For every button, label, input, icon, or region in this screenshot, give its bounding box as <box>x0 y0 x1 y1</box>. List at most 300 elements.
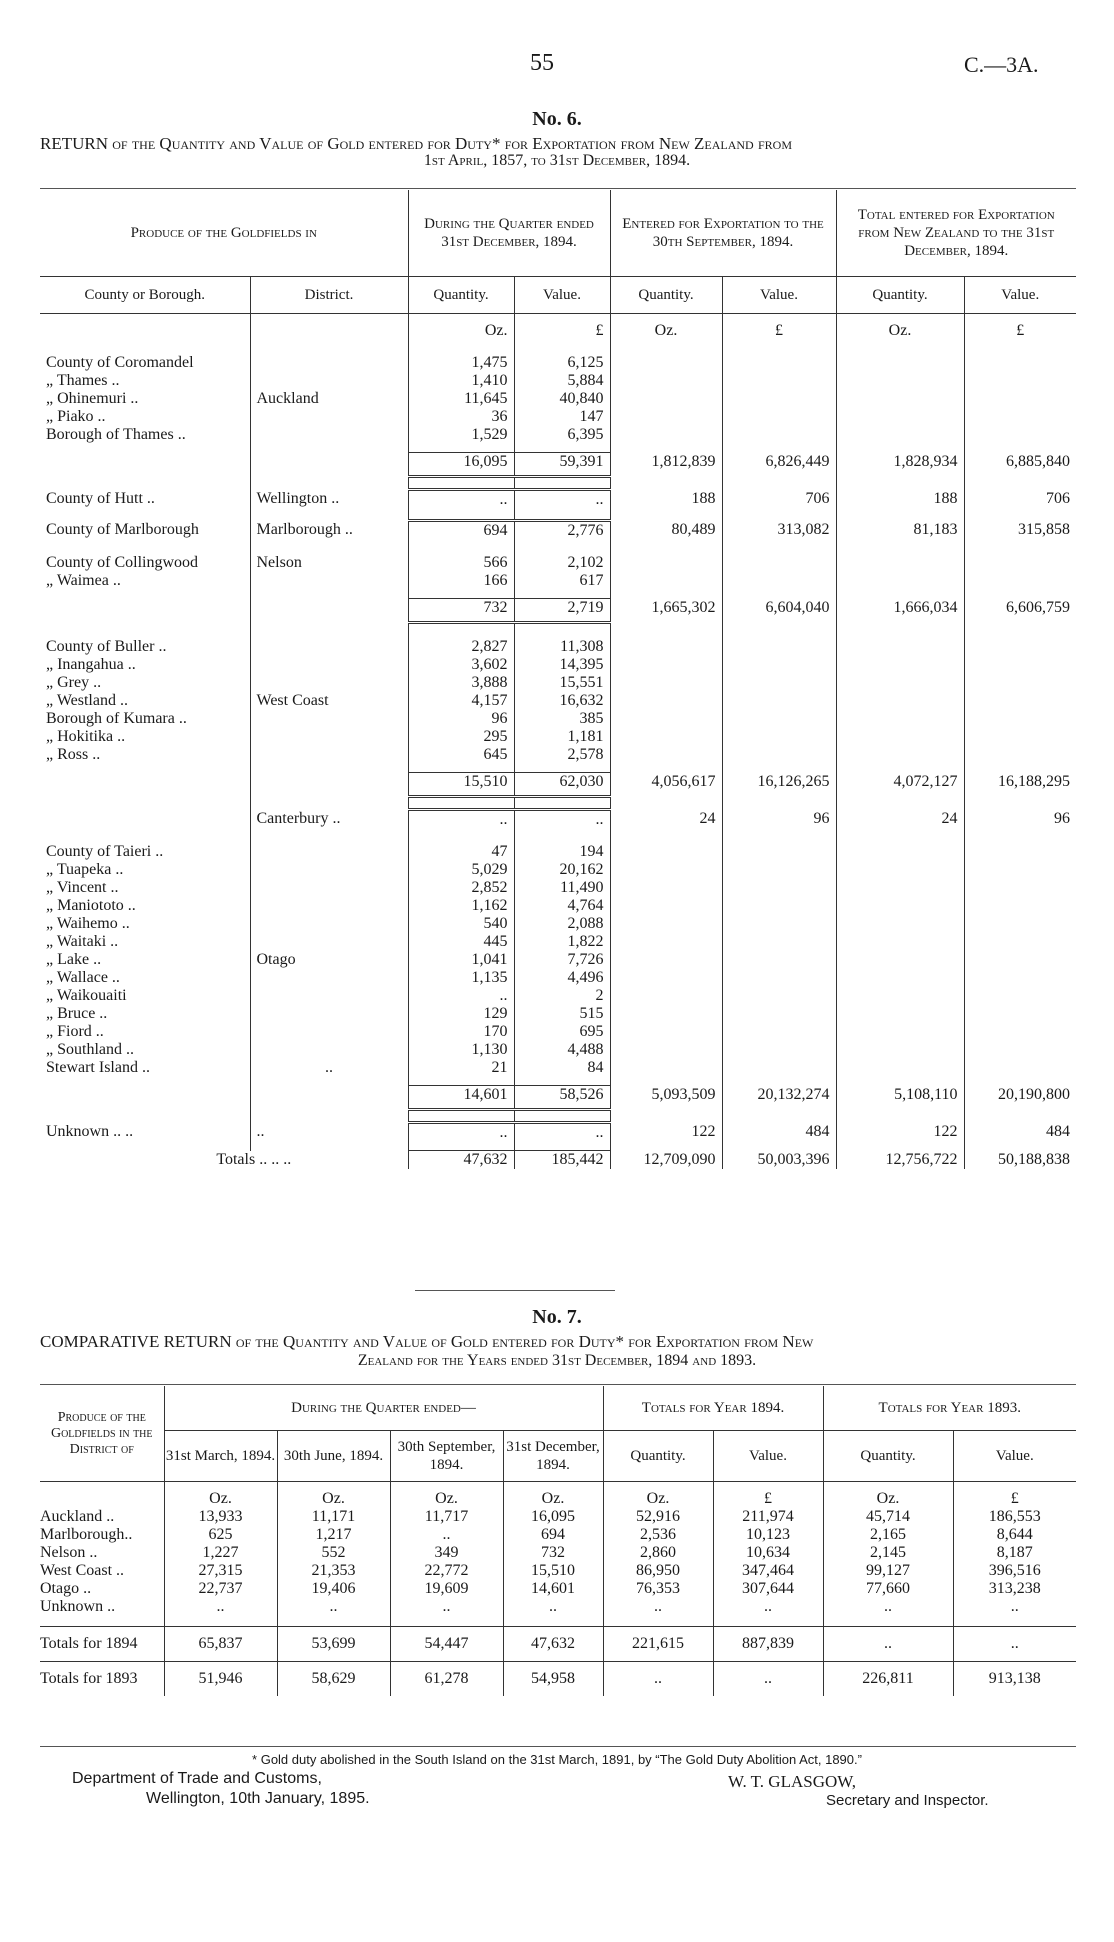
spacer-cell <box>610 1142 722 1151</box>
spacer-cell <box>408 590 514 599</box>
value-cell: 695 <box>514 1023 610 1041</box>
empty-cell <box>836 674 964 692</box>
empty-cell <box>610 554 722 572</box>
quantity-cell: .. <box>408 987 514 1005</box>
unit-label: Oz. <box>836 322 964 340</box>
unit-label: Oz. <box>610 322 722 340</box>
quantity-cell: 566 <box>408 554 514 572</box>
place-date-line: Wellington, 10th January, 1895. <box>146 1790 370 1807</box>
empty-cell <box>836 372 964 390</box>
signatory-title: Secretary and Inspector. <box>826 1792 989 1809</box>
quantity-cell: 5,029 <box>408 861 514 879</box>
value-cell: 99,127 <box>823 1562 953 1580</box>
t7-header-1893: Totals for Year 1893. <box>878 1400 1021 1416</box>
subtotal-cell: 14,601 <box>408 1086 514 1110</box>
value-cell: 16,632 <box>514 692 610 710</box>
total-cell: 47,632 <box>408 1151 514 1170</box>
t7-col-value-1893: Value. <box>995 1448 1034 1464</box>
subtotal-cell: 5,093,509 <box>610 1086 722 1110</box>
county-row <box>40 728 1076 746</box>
empty-cell <box>964 354 1076 372</box>
subtotal-cell: 59,391 <box>514 453 610 477</box>
county-name: County of Buller .. <box>40 638 250 656</box>
spacer-cell <box>250 444 408 453</box>
spacer-cell <box>250 1077 408 1086</box>
county-row <box>40 354 1076 372</box>
value-cell: 313,082 <box>722 521 836 541</box>
spacer-cell <box>514 1110 610 1123</box>
county-name: County of Marlborough <box>40 521 250 541</box>
empty-cell <box>722 1059 836 1077</box>
quantity-cell: 170 <box>408 1023 514 1041</box>
spacer-cell <box>40 477 250 490</box>
empty-cell <box>610 951 722 969</box>
spacer-cell <box>964 764 1076 773</box>
subtotal-cell: 6,826,449 <box>722 453 836 477</box>
spacer-cell <box>503 1616 603 1627</box>
district-blank <box>250 843 408 861</box>
county-name: „ Piako .. <box>40 408 250 426</box>
empty-cell <box>722 879 836 897</box>
empty-cell <box>610 426 722 444</box>
county-name: „ Waitaki .. <box>40 933 250 951</box>
spacer-cell <box>408 1110 514 1123</box>
empty-cell <box>610 861 722 879</box>
spacer-cell <box>836 797 964 810</box>
county-name <box>40 810 250 830</box>
spacer-cell <box>823 1616 953 1627</box>
table7 <box>40 1386 1076 1696</box>
empty-cell <box>722 1005 836 1023</box>
county-row <box>40 879 1076 897</box>
value-cell: .. <box>514 810 610 830</box>
county-row <box>40 692 1076 710</box>
value-cell: 732 <box>503 1544 603 1562</box>
empty-cell <box>836 843 964 861</box>
value-cell: 14,395 <box>514 656 610 674</box>
quantity-cell: 1,529 <box>408 426 514 444</box>
spacer-cell <box>40 314 250 323</box>
value-cell: 211,974 <box>713 1508 823 1526</box>
empty-cell <box>610 1041 722 1059</box>
empty-cell <box>836 572 964 590</box>
value-cell: 194 <box>514 843 610 861</box>
table6-top-rule <box>40 188 1076 189</box>
empty-cell <box>964 951 1076 969</box>
blank <box>40 453 250 477</box>
spacer-cell <box>610 444 722 453</box>
district-name: Otago <box>250 951 408 969</box>
district-row <box>40 490 1076 510</box>
empty-cell <box>610 879 722 897</box>
county-row <box>40 656 1076 674</box>
blank <box>250 1086 408 1110</box>
spacer-cell <box>610 764 722 773</box>
county-name: „ Tuapeka .. <box>40 861 250 879</box>
county-name: „ Bruce .. <box>40 1005 250 1023</box>
value-cell: .. <box>408 1123 514 1143</box>
blank <box>250 599 408 623</box>
county-name: „ Vincent .. <box>40 879 250 897</box>
spacer-cell <box>40 540 250 554</box>
district-row <box>40 1562 1076 1580</box>
empty-cell <box>964 692 1076 710</box>
district-name: Nelson <box>250 554 408 572</box>
value-cell: 347,464 <box>713 1562 823 1580</box>
empty-cell <box>610 915 722 933</box>
empty-cell <box>964 897 1076 915</box>
county-row <box>40 746 1076 764</box>
table6-subtitle-line1: RETURN of the Quantity and Value of Gold entered for Duty* for Exportation from New Zealand from <box>40 134 792 153</box>
signatory-name: W. T. GLASGOW, <box>728 1772 856 1791</box>
unit-label: Oz. <box>390 1490 503 1508</box>
county-name: „ Waihemo .. <box>40 915 250 933</box>
district-name: Unknown .. <box>40 1598 164 1616</box>
empty-cell <box>964 933 1076 951</box>
empty-cell <box>722 674 836 692</box>
spacer-cell <box>408 314 514 323</box>
quantity-cell: 645 <box>408 746 514 764</box>
spacer-cell <box>514 829 610 843</box>
subtotal-cell: 4,072,127 <box>836 773 964 797</box>
county-name: County of Coromandel <box>40 354 250 372</box>
spacer-cell <box>250 509 408 521</box>
spacer-cell <box>250 764 408 773</box>
spacer-cell <box>514 477 610 490</box>
county-name: „ Southland .. <box>40 1041 250 1059</box>
subtotal-cell: 732 <box>408 599 514 623</box>
value-cell: 706 <box>1046 489 1070 507</box>
spacer-cell <box>836 314 964 323</box>
empty-cell <box>964 969 1076 987</box>
value-cell: .. <box>603 1598 713 1616</box>
value-cell: 13,933 <box>164 1508 277 1526</box>
value-cell: 77,660 <box>823 1580 953 1598</box>
spacer-cell <box>390 1482 503 1491</box>
district-row <box>40 1123 1076 1143</box>
subtotal-cell: 20,132,274 <box>722 1086 836 1110</box>
empty-cell <box>722 692 836 710</box>
subtotal-cell: 2,719 <box>514 599 610 623</box>
subtotal-cell: 58,526 <box>514 1086 610 1110</box>
spacer-cell <box>964 829 1076 843</box>
county-row <box>40 372 1076 390</box>
spacer-cell <box>610 590 722 599</box>
district-blank <box>250 426 408 444</box>
totals-label: Totals for 1894 <box>40 1627 164 1662</box>
empty-cell <box>836 861 964 879</box>
subtotal-cell: 16,188,295 <box>998 772 1070 790</box>
empty-cell <box>610 692 722 710</box>
spacer-cell <box>722 623 836 639</box>
totals-1893-row <box>40 1662 1076 1697</box>
spacer-cell <box>722 829 836 843</box>
spacer-row <box>40 1110 1076 1123</box>
empty-cell <box>722 933 836 951</box>
table7-group-header-row <box>40 1386 1076 1431</box>
district-blank <box>250 728 408 746</box>
value-cell: 15,551 <box>514 674 610 692</box>
empty-cell <box>964 674 1076 692</box>
spacer-cell <box>722 764 836 773</box>
empty-cell <box>610 354 722 372</box>
group-header-entered: Entered for Exportation to the 30th September, 1894. <box>610 190 836 277</box>
spacer-cell <box>514 444 610 453</box>
quantity-cell: 1,475 <box>408 354 514 372</box>
spacer-cell <box>408 764 514 773</box>
empty-cell <box>836 554 964 572</box>
value-cell: 1,227 <box>164 1544 277 1562</box>
county-name: „ Waimea .. <box>40 572 250 590</box>
table6-column-header-row <box>40 277 1076 314</box>
subtotal-cell: 16,095 <box>408 453 514 477</box>
spacer-cell <box>408 1142 514 1151</box>
spacer-cell <box>836 477 964 490</box>
value-cell: .. <box>277 1598 390 1616</box>
spacer-cell <box>836 623 964 639</box>
group-header-total: Total entered for Exportation from New Zealand to the 31st December, 1894. <box>857 207 1055 259</box>
subtotal-row <box>40 773 1076 797</box>
spacer-cell <box>40 764 250 773</box>
total-cell: 226,811 <box>823 1662 953 1697</box>
empty-cell <box>836 1041 964 1059</box>
spacer-cell <box>964 477 1076 490</box>
empty-cell <box>722 897 836 915</box>
spacer-row <box>40 314 1076 323</box>
total-cell: 47,632 <box>503 1627 603 1662</box>
spacer-cell <box>610 829 722 843</box>
empty-cell <box>610 746 722 764</box>
col-header-value-total: Value. <box>1001 287 1040 303</box>
spacer-cell <box>390 1616 503 1627</box>
spacer-row <box>40 444 1076 453</box>
value-cell: 10,634 <box>713 1544 823 1562</box>
empty-cell <box>836 746 964 764</box>
blank <box>40 599 250 623</box>
value-cell: .. <box>514 1123 610 1143</box>
value-cell: 11,308 <box>514 638 610 656</box>
value-cell: 24 <box>610 810 722 830</box>
quantity-cell: 1,041 <box>408 951 514 969</box>
spacer-cell <box>603 1482 713 1491</box>
total-cell: 887,839 <box>713 1627 823 1662</box>
total-cell: 54,447 <box>390 1627 503 1662</box>
col-header-value-entered: Value. <box>722 277 836 314</box>
footnote-rule <box>40 1746 1076 1747</box>
county-row <box>40 969 1076 987</box>
spacer-row <box>40 623 1076 639</box>
district-name: West Coast <box>250 692 408 710</box>
value-cell: 4,488 <box>514 1041 610 1059</box>
total-cell: 61,278 <box>390 1662 503 1697</box>
spacer-cell <box>40 444 250 453</box>
spacer-row <box>40 477 1076 490</box>
value-cell: 349 <box>390 1544 503 1562</box>
county-row <box>40 426 1076 444</box>
value-cell: 313,238 <box>988 1580 1041 1597</box>
county-row <box>40 861 1076 879</box>
value-cell: .. <box>390 1598 503 1616</box>
quantity-cell: 540 <box>408 915 514 933</box>
value-cell: 315,858 <box>1018 520 1070 538</box>
spacer-row <box>40 1142 1076 1151</box>
empty-cell <box>722 1023 836 1041</box>
spacer-cell <box>722 477 836 490</box>
spacer-row <box>40 829 1076 843</box>
empty-cell <box>610 969 722 987</box>
empty-cell <box>964 746 1076 764</box>
district-row <box>40 1526 1076 1544</box>
district-blank <box>250 710 408 728</box>
value-cell: 1,181 <box>514 728 610 746</box>
value-cell: 625 <box>164 1526 277 1544</box>
empty-cell <box>836 933 964 951</box>
spacer-cell <box>250 340 408 354</box>
value-cell: 186,553 <box>988 1508 1041 1525</box>
district-blank <box>250 879 408 897</box>
value-cell: 2,776 <box>514 521 610 541</box>
district-blank <box>250 372 408 390</box>
spacer-cell <box>964 1110 1076 1123</box>
spacer-cell <box>964 444 1076 453</box>
spacer-cell <box>250 477 408 490</box>
total-cell: .. <box>823 1627 953 1662</box>
empty-cell <box>610 843 722 861</box>
empty-cell <box>722 408 836 426</box>
value-cell: 515 <box>514 1005 610 1023</box>
spacer-row <box>40 1482 1076 1491</box>
table7-title: No. 7. <box>532 1306 582 1328</box>
county-name: „ Fiord .. <box>40 1023 250 1041</box>
spacer-cell <box>964 509 1076 521</box>
county-row <box>40 843 1076 861</box>
empty-cell <box>964 1023 1076 1041</box>
county-row <box>40 1005 1076 1023</box>
spacer-cell <box>722 1110 836 1123</box>
value-cell: 6,125 <box>514 354 610 372</box>
spacer-cell <box>836 509 964 521</box>
col-header-quantity-total: Quantity. <box>836 277 964 314</box>
empty-cell <box>836 354 964 372</box>
spacer-cell <box>514 1077 610 1086</box>
empty-cell <box>722 746 836 764</box>
subtotal-cell: 6,885,840 <box>1006 452 1070 470</box>
value-cell: 617 <box>514 572 610 590</box>
spacer-cell <box>610 623 722 639</box>
value-cell: 14,601 <box>503 1580 603 1598</box>
value-cell: 1,217 <box>277 1526 390 1544</box>
spacer-cell <box>610 1077 722 1086</box>
empty-cell <box>610 897 722 915</box>
spacer-cell <box>277 1616 390 1627</box>
subtotal-cell: 1,665,302 <box>610 599 722 623</box>
empty-cell <box>836 426 964 444</box>
value-cell: 22,772 <box>390 1562 503 1580</box>
value-cell: 52,916 <box>603 1508 713 1526</box>
value-cell: 7,726 <box>514 951 610 969</box>
quantity-cell: 21 <box>408 1059 514 1077</box>
value-cell: 86,950 <box>603 1562 713 1580</box>
group-header-quarter: During the Quarter ended 31st December, 1894. <box>408 190 610 277</box>
col-header-quantity-entered: Quantity. <box>610 277 722 314</box>
county-name: „ Waikouaiti <box>40 987 250 1005</box>
spacer-cell <box>514 623 610 639</box>
spacer-cell <box>722 509 836 521</box>
unit-label: £ <box>713 1490 823 1508</box>
quantity-cell: 1,130 <box>408 1041 514 1059</box>
district-name: West Coast .. <box>40 1562 164 1580</box>
empty-cell <box>836 728 964 746</box>
value-cell: 22,737 <box>164 1580 277 1598</box>
value-cell: 5,884 <box>514 372 610 390</box>
table7-top-rule <box>40 1384 1076 1385</box>
total-cell: .. <box>953 1627 1076 1662</box>
value-cell: 6,395 <box>514 426 610 444</box>
t7-header-quarter: During the Quarter ended— <box>164 1386 603 1431</box>
spacer-cell <box>610 509 722 521</box>
spacer-cell <box>836 764 964 773</box>
subtotal-cell: 4,056,617 <box>610 773 722 797</box>
empty-cell <box>964 987 1076 1005</box>
total-cell: 12,709,090 <box>610 1151 722 1170</box>
county-name: „ Grey .. <box>40 674 250 692</box>
value-cell: 8,187 <box>996 1544 1033 1561</box>
value-cell: .. <box>164 1598 277 1616</box>
spacer-cell <box>408 444 514 453</box>
empty-cell <box>610 1059 722 1077</box>
unit-label: £ <box>1010 1490 1019 1507</box>
empty-cell <box>836 638 964 656</box>
spacer-cell <box>722 314 836 323</box>
spacer-cell <box>250 1142 408 1151</box>
spacer-cell <box>408 1077 514 1086</box>
table-separator-rule <box>415 1290 615 1291</box>
district-blank <box>250 933 408 951</box>
quantity-cell: 129 <box>408 1005 514 1023</box>
empty-cell <box>964 915 1076 933</box>
county-row <box>40 638 1076 656</box>
empty-cell <box>610 728 722 746</box>
unit-label: Oz. <box>408 322 514 340</box>
empty-cell <box>722 426 836 444</box>
blank <box>250 773 408 797</box>
empty-cell <box>836 969 964 987</box>
quantity-cell: 36 <box>408 408 514 426</box>
col-header-quantity-quarter: Quantity. <box>408 277 514 314</box>
district-name: Marlborough.. <box>40 1526 164 1544</box>
totals-label: Totals .. .. .. <box>40 1151 408 1170</box>
empty-cell <box>610 933 722 951</box>
total-cell: 51,946 <box>164 1662 277 1697</box>
value-cell: 122 <box>836 1123 964 1143</box>
total-cell: .. <box>603 1662 713 1697</box>
empty-cell <box>722 572 836 590</box>
spacer-cell <box>836 340 964 354</box>
spacer-cell <box>514 590 610 599</box>
district-blank <box>250 354 408 372</box>
value-cell: 81,183 <box>836 521 964 541</box>
value-cell: 27,315 <box>164 1562 277 1580</box>
total-cell: 54,958 <box>503 1662 603 1697</box>
county-name: County of Taieri .. <box>40 843 250 861</box>
district-name: .. <box>250 1123 408 1143</box>
value-cell: 21,353 <box>277 1562 390 1580</box>
quantity-cell: 47 <box>408 843 514 861</box>
table6-title: No. 6. <box>532 108 582 130</box>
spacer-cell <box>722 797 836 810</box>
county-row <box>40 951 1076 969</box>
spacer-cell <box>836 1142 964 1151</box>
